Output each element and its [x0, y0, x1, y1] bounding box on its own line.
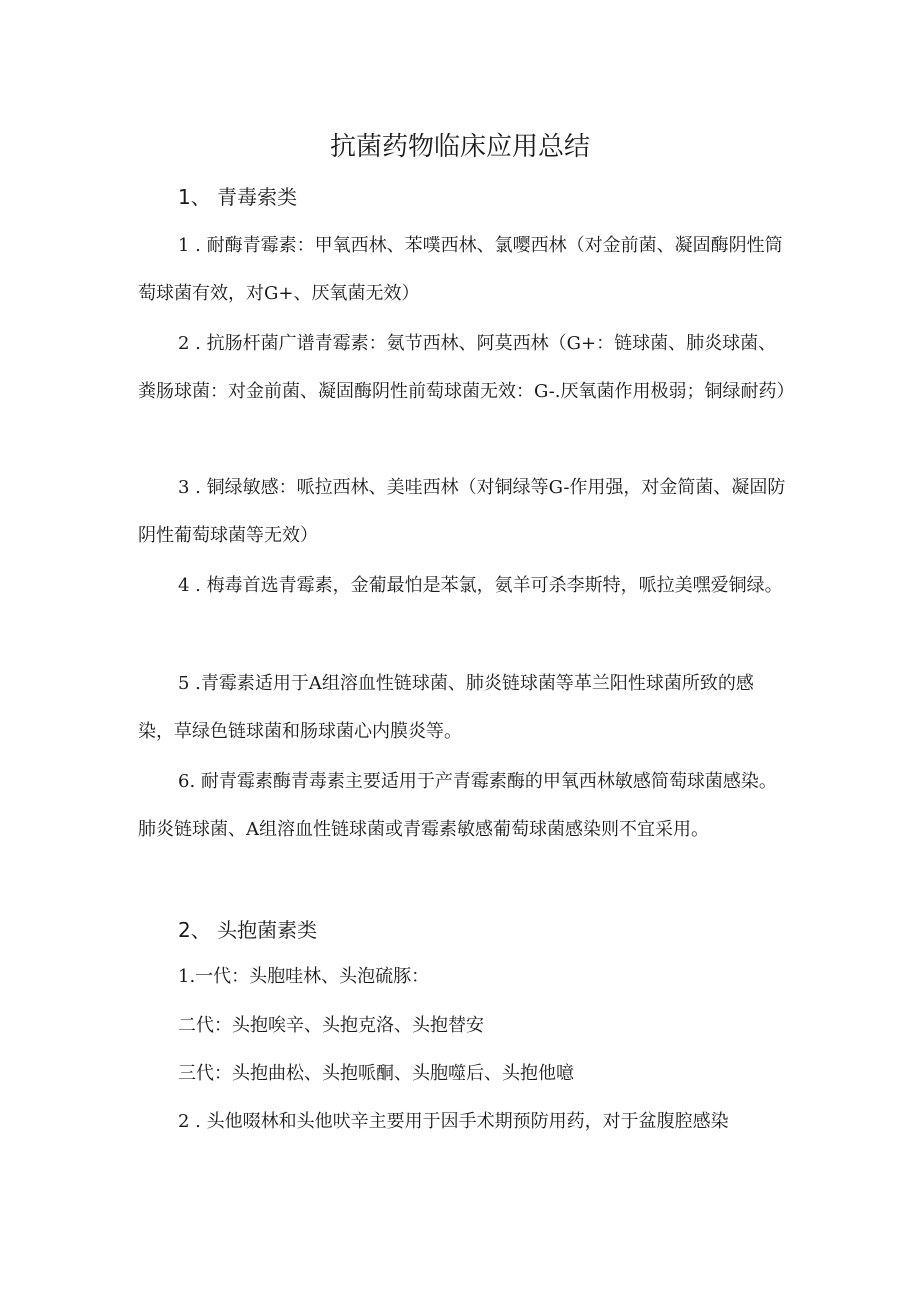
paragraph-item-4: 4 . 梅毒首选青霉素，金葡最怕是苯氯，氨羊可杀李斯特，哌拉美嘿爱铜绿。 — [178, 575, 783, 596]
paragraph-item-6: 6. 耐青霉素酶青毒素主要适用于产青霉素酶的甲氧西林敏感简萄球菌感染。肺炎链球菌、A组溶血性链球菌或青霉素敏感葡萄球菌感染则不宜采用。 — [138, 771, 777, 840]
paragraph-item-2-2: 2 . 头他啜林和头他吠辛主要用于因手术期预防用药，对于盆腹腔感染 — [178, 1111, 729, 1132]
generation-line-1: 1.一代：头胞哇林、头泡硫豚： — [178, 966, 430, 987]
paragraph-item-1: 1 . 耐酶青霉素：甲氧西林、苯噗西林、氯嘤西林（对金前菌、凝固酶阴性筒萄球菌有效，对G+、厌氧菌无效） — [138, 235, 783, 304]
paragraph-item-3: 3 . 铜绿敏感：哌拉西林、美哇西林（对铜绿等G-作用强，对金简菌、凝固防阴性葡萄球菌等无效） — [138, 477, 786, 546]
paragraph-item-2: 2 . 抗肠杆菌广谱青霉素：氨节西林、阿莫西林（G+：链球菌、肺炎球菌、粪肠球菌：对金前菌、凝固酶阴性前萄球菌无效：G-.厌氧菌作用极弱；铜绿耐药） — [138, 333, 795, 402]
generation-line-3: 三代：头抱曲松、头抱哌酮、头胞噬后、头抱他噫 — [178, 1063, 574, 1084]
document-title: 抗菌药物临床应用总结 — [329, 132, 590, 162]
section-heading-cephalosporins: 2、 头抱菌素类 — [178, 918, 318, 942]
paragraph-item-5: 5 .青霉素适用于A组溶血性链球菌、肺炎链球菌等革兰阳性球菌所致的感染，草绿色链球菌和肠球菌心内膜炎等。 — [138, 673, 754, 742]
section-heading-penicillins: 1、 青毒索类 — [178, 185, 298, 209]
generation-line-2: 二代：头抱唉辛、头抱克洛、头抱替安 — [178, 1015, 484, 1036]
